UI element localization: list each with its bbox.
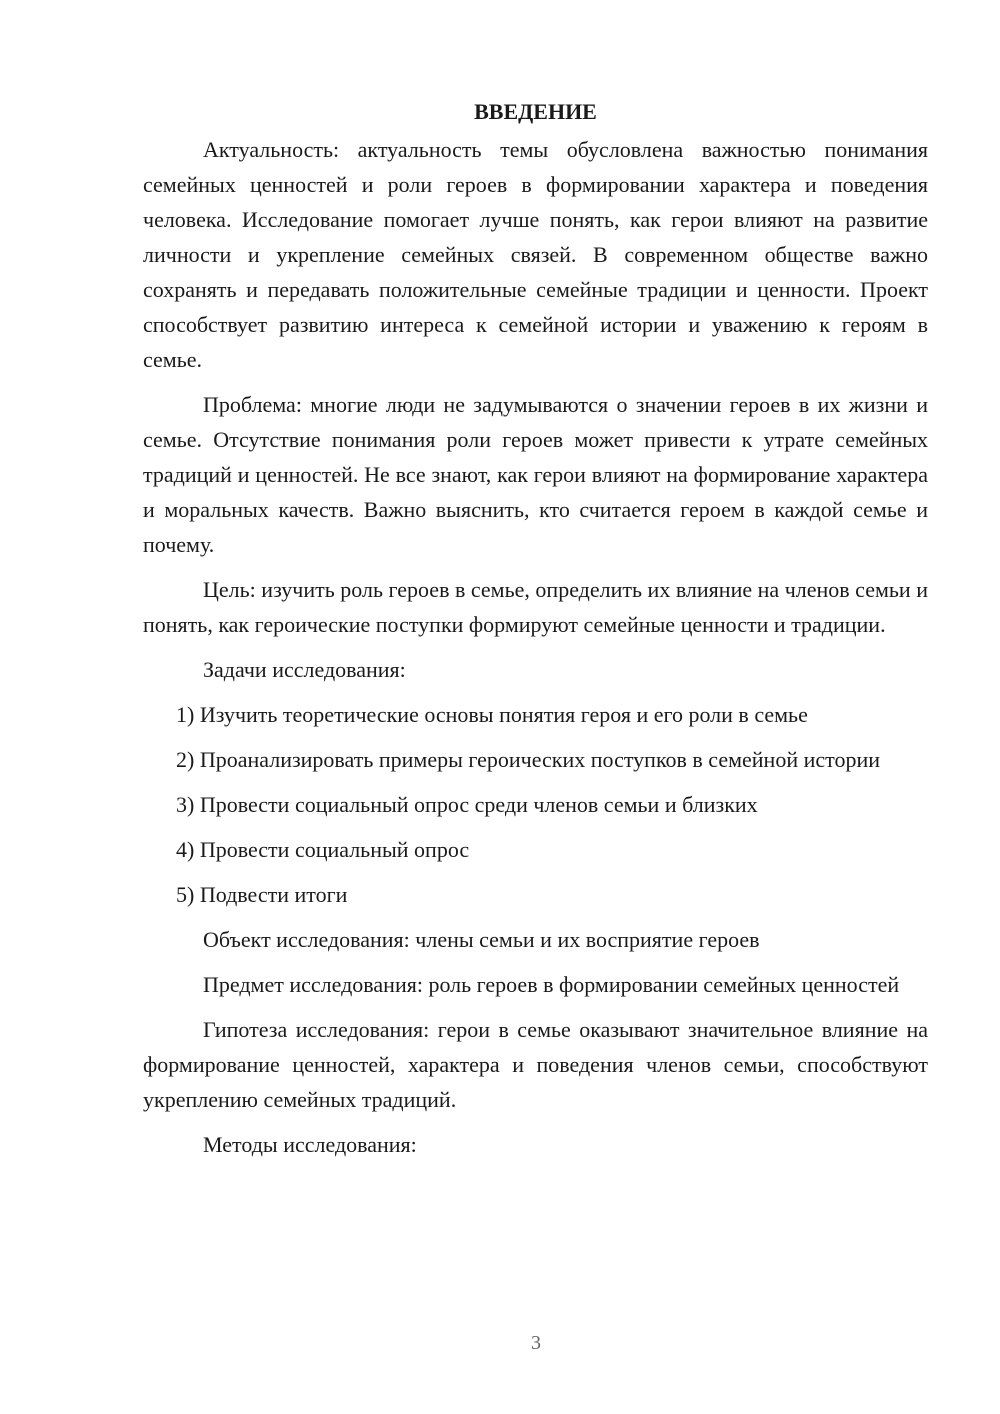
document-page [143, 94, 928, 1162]
problem-paragraph: Проблема: многие люди не задумываются о значении героев в их жизни и семье. Отсутствие понимания роли героев может привести к утрате семейных традиций и ценностей. Не все знают, как герои влияют на формирование характера и моральных качеств. Важно выяснить, кто считается героем в каждой семье и почему. [143, 392, 928, 557]
relevance-paragraph: Актуальность: актуальность темы обусловлена важностью понимания семейных ценностей и роли героев в формировании характера и поведения человека. Исследование помогает лучше понять, как герои влияют на развитие личности и укрепление семейных связей. В современном обществе важно сохранять и передавать положительные семейные традиции и ценности. Проект способствует развитию интереса к семейной истории и уважению к героям в семье. [143, 137, 928, 372]
task-item-1: 1) Изучить теоретические основы понятия героя и его роли в семье [176, 702, 808, 727]
methods-heading: Методы исследования: [203, 1132, 417, 1157]
section-title: ВВЕДЕНИЕ [474, 99, 597, 124]
tasks-heading: Задачи исследования: [203, 657, 406, 682]
task-item-5: 5) Подвести итоги [176, 882, 348, 907]
task-item-3: 3) Провести социальный опрос среди членов семьи и близких [176, 792, 758, 817]
task-item-4: 4) Провести социальный опрос [176, 837, 470, 862]
subject-paragraph: Предмет исследования: роль героев в формировании семейных ценностей [203, 972, 900, 997]
page-number: 3 [531, 1332, 541, 1354]
task-item-2: 2) Проанализировать примеры героических поступков в семейной истории [176, 747, 880, 772]
object-paragraph: Объект исследования: члены семьи и их восприятие героев [203, 927, 760, 952]
hypothesis-paragraph: Гипотеза исследования: герои в семье оказывают значительное влияние на формирование ценностей, характера и поведения членов семьи, способствуют укреплению семейных традиций. [143, 1017, 928, 1112]
goal-paragraph: Цель: изучить роль героев в семье, определить их влияние на членов семьи и понять, как героические поступки формируют семейные ценности и традиции. [143, 577, 928, 637]
